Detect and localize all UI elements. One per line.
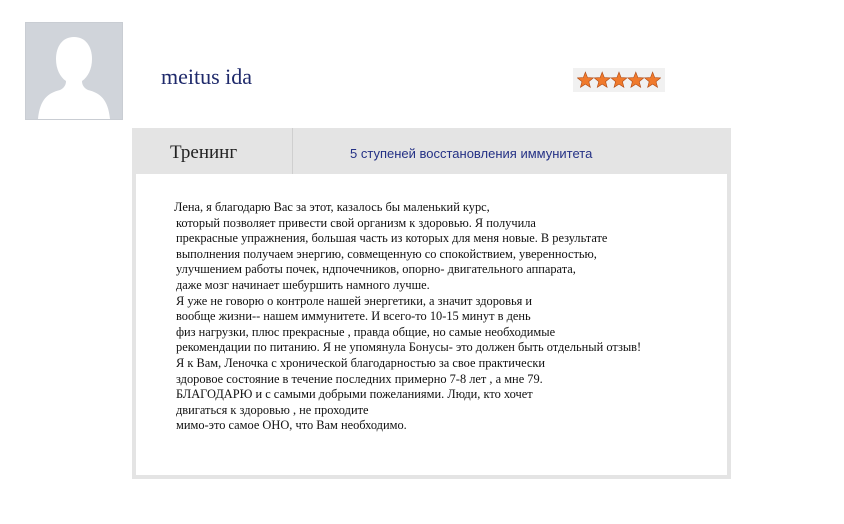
review-line: прекрасные упражнения, большая часть из которых для меня новые. В результате [176, 231, 608, 246]
review-line: Я к Вам, Леночка с хронической благодарностью за свое практически [176, 355, 546, 370]
review-line: даже мозг начинает шебуршить намного лучше. [176, 277, 430, 292]
default-user-silhouette-icon [26, 23, 122, 119]
review-line: физ нагрузки, плюс прекрасные , правда общие, но самые необходимые [176, 324, 556, 339]
user-name: meitus ida [161, 64, 253, 89]
review-line: улучшением работы почек, ндпочечников, опорно- двигательного аппарата, [176, 262, 576, 277]
program-link[interactable]: 5 ступеней восстановления иммунитета [350, 146, 593, 161]
star-icon [611, 72, 627, 87]
review-line: мимо-это самое ОНО, что Вам необходимо. [176, 418, 407, 433]
review-header [132, 128, 731, 174]
star-icon [628, 72, 644, 87]
star-icon [594, 72, 610, 87]
review-line: рекомендации по питанию. Я не упомянула Бонусы- это должен быть отдельный отзыв! [176, 340, 642, 355]
star-icon [577, 72, 593, 87]
star-rating [573, 68, 665, 92]
review-line: Я уже не говорю о контроле нашей энергетики, а значит здоровья и [176, 293, 533, 308]
review-line: двигаться к здоровью , не проходите [176, 402, 369, 417]
header-divider [292, 128, 293, 174]
review-text [176, 200, 721, 434]
star-icon [645, 72, 661, 87]
review-line: здоровое состояние в течение последних примерно 7-8 лет , а мне 79. [176, 371, 543, 386]
review-line: вообще жизни-- нашем иммунитете. И всего-то 10-15 минут в день [176, 309, 531, 324]
star-rating-icons [577, 71, 661, 89]
user-avatar [25, 22, 123, 120]
review-line: Лена, я благодарю Вас за этот, казалось бы маленький курс, [174, 200, 490, 214]
review-category: Тренинг [170, 142, 238, 163]
review-line: БЛАГОДАРЮ и с самыми добрыми пожеланиями. Люди, кто хочет [176, 387, 533, 402]
review-card [132, 128, 731, 479]
review-line: выполнения получаем энергию, совмещенную со спокойствием, уверенностью, [176, 246, 597, 261]
review-body [136, 174, 727, 475]
review-line: который позволяет привести свой организм к здоровью. Я получила [176, 215, 536, 230]
